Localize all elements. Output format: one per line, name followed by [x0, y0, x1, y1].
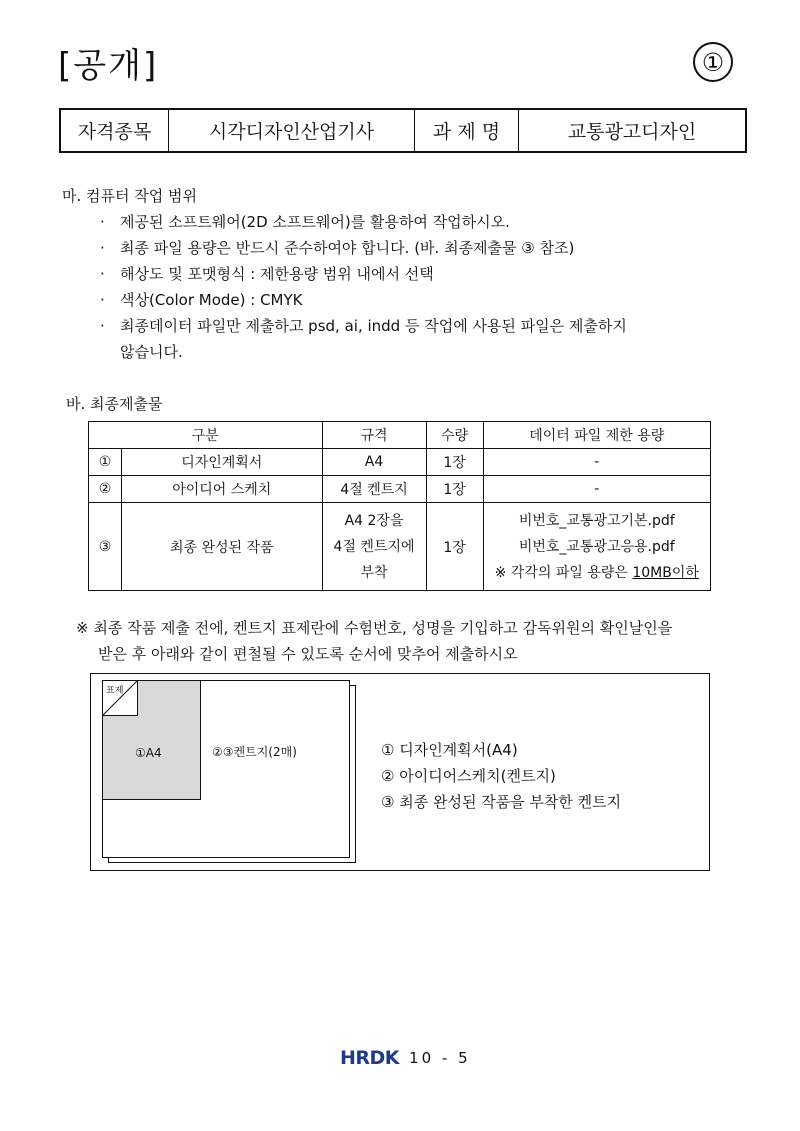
row-spec: 4절 켄트지	[322, 476, 426, 503]
note-line: ※ 최종 작품 제출 전에, 켄트지 표제란에 수험번호, 성명을 기입하고 감독위원의 확인날인을	[76, 619, 673, 637]
table-row	[89, 476, 711, 503]
row-name: 디자인계획서	[122, 449, 323, 476]
row-number: ③	[89, 503, 122, 591]
list-item-text: 해상도 및 포맷형식 : 제한용량 범위 내에서 선택	[120, 265, 434, 283]
submission-table	[88, 421, 711, 591]
row-spec: A4	[322, 449, 426, 476]
row-spec-line: A4 2장을	[344, 512, 404, 529]
section-ba-title: 바. 최종제출물	[66, 395, 163, 413]
legend-item: ① 디자인계획서(A4)	[381, 741, 518, 759]
legend-item: ② 아이디어스케치(켄트지)	[381, 767, 556, 785]
table-header: 구분	[89, 422, 323, 449]
row-qty: 1장	[426, 503, 483, 591]
qualification-table	[59, 108, 747, 153]
list-item-continuation: 않습니다.	[120, 343, 183, 361]
table-header: 데이터 파일 제한 용량	[483, 422, 710, 449]
row-limit: -	[483, 476, 710, 503]
footer	[340, 1047, 471, 1069]
table-row	[89, 449, 711, 476]
row-spec	[322, 503, 426, 591]
bullet: ·	[100, 317, 105, 335]
note-line: 받은 후 아래와 같이 편철될 수 있도록 순서에 맞추어 제출하시오	[98, 645, 518, 663]
row-number: ②	[89, 476, 122, 503]
row-name: 최종 완성된 작품	[122, 503, 323, 591]
row-qty: 1장	[426, 476, 483, 503]
bullet: ·	[100, 239, 105, 257]
list-item	[100, 263, 434, 284]
title-box	[102, 680, 138, 716]
list-item	[100, 211, 510, 232]
row-spec-line: 부착	[360, 564, 388, 581]
list-item	[100, 289, 303, 310]
list-item-text: 제공된 소프트웨어(2D 소프트웨어)를 활용하여 작업하시오.	[120, 213, 510, 231]
task-value: 교통광고디자인	[567, 121, 697, 143]
title-box-diagonal	[102, 680, 138, 716]
page-marker: ①	[693, 42, 733, 82]
page-number: 10 - 5	[409, 1049, 471, 1067]
list-item	[100, 315, 627, 336]
kent-label: ②③켄트지(2매)	[212, 745, 297, 759]
list-item-text: 색상(Color Mode) : CMYK	[120, 291, 303, 309]
list-item-text: 최종 파일 용량은 반드시 준수하여야 합니다. (바. 최종제출물 ③ 참조)	[120, 239, 575, 257]
file-name: 비번호_교통광고기본.pdf	[518, 512, 675, 529]
table-row	[89, 503, 711, 591]
file-name: 비번호_교통광고응용.pdf	[518, 538, 675, 555]
row-limit: -	[483, 449, 710, 476]
row-spec-line: 4절 켄트지에	[333, 538, 415, 555]
qualification-label: 자격종목	[61, 110, 169, 151]
bullet: ·	[100, 265, 105, 283]
list-item-text: 최종데이터 파일만 제출하고 psd, ai, indd 등 작업에 사용된 파일은 제출하지	[120, 317, 627, 335]
row-number: ①	[89, 449, 122, 476]
bullet: ·	[100, 213, 105, 231]
row-name: 아이디어 스케치	[122, 476, 323, 503]
section-ma-title: 마. 컴퓨터 작업 범위	[62, 187, 197, 205]
hrdk-logo: HRDK	[340, 1047, 400, 1069]
size-note	[484, 560, 710, 586]
qualification-value: 시각디자인산업기사	[169, 110, 415, 151]
table-header: 수량	[426, 422, 483, 449]
table-header: 규격	[322, 422, 426, 449]
public-label: [공개]	[58, 46, 159, 86]
title-box-label: 표제	[106, 686, 124, 696]
row-qty: 1장	[426, 449, 483, 476]
size-limit: 10MB이하	[632, 564, 699, 581]
list-item	[100, 237, 574, 258]
row-limit	[483, 503, 710, 591]
table-header-row	[89, 422, 711, 449]
bullet: ·	[100, 291, 105, 309]
a4-label: ①A4	[135, 746, 162, 760]
legend-item: ③ 최종 완성된 작품을 부착한 켄트지	[381, 793, 622, 811]
task-label: 과 제 명	[415, 110, 519, 151]
size-note-prefix: ※ 각각의 파일 용량은	[494, 564, 633, 581]
